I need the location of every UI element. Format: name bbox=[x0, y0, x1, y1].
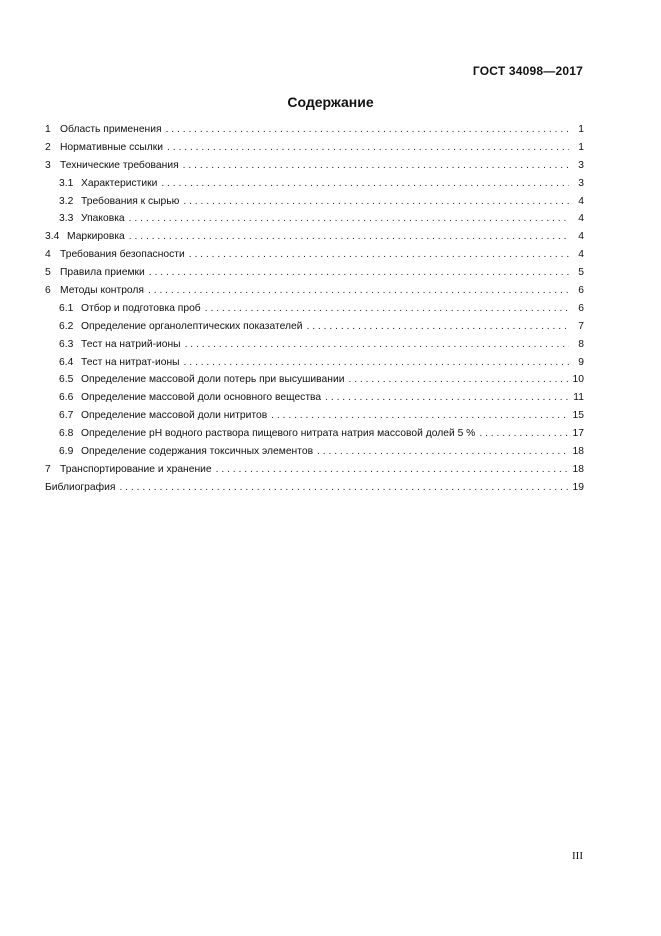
toc-entry-1[interactable] bbox=[45, 121, 584, 139]
toc-number: 6.3 bbox=[59, 338, 74, 350]
toc-number: 6.4 bbox=[59, 356, 74, 368]
toc-page-number: 1 bbox=[578, 141, 584, 153]
toc-title: Транспортирование и хранение bbox=[60, 463, 212, 475]
toc-number: 3.3 bbox=[59, 213, 74, 225]
toc-page-number: 11 bbox=[573, 392, 584, 404]
toc-number: 6.6 bbox=[59, 392, 74, 404]
dot-leader bbox=[148, 282, 569, 300]
page-title: Содержание bbox=[287, 94, 374, 110]
toc-entry-7[interactable] bbox=[45, 461, 584, 479]
page-number: III bbox=[572, 850, 583, 862]
toc-title: Тест на нитрат-ионы bbox=[81, 356, 180, 368]
toc-entry-3[interactable] bbox=[45, 157, 584, 175]
dot-leader bbox=[317, 443, 567, 461]
toc-page-number: 9 bbox=[578, 356, 584, 368]
toc-page-number: 18 bbox=[572, 463, 584, 475]
dot-leader bbox=[149, 264, 569, 282]
toc-title: Определение содержания токсичных элементов bbox=[81, 446, 314, 458]
dot-leader bbox=[185, 336, 569, 354]
toc-entry-6-1[interactable] bbox=[45, 300, 584, 318]
toc-title: Требования к сырью bbox=[81, 195, 180, 207]
dot-leader bbox=[183, 193, 569, 211]
dot-leader bbox=[161, 175, 569, 193]
dot-leader bbox=[129, 228, 569, 246]
toc-page-number: 18 bbox=[572, 446, 584, 458]
dot-leader bbox=[129, 210, 569, 228]
toc-page-number: 4 bbox=[578, 195, 584, 207]
toc-entry-6-8[interactable] bbox=[45, 425, 584, 443]
toc-title: Технические требования bbox=[60, 159, 179, 171]
dot-leader bbox=[479, 425, 567, 443]
dot-leader bbox=[325, 389, 568, 407]
toc-entry-6-2[interactable] bbox=[45, 318, 584, 336]
dot-leader bbox=[166, 121, 569, 139]
toc-title: Характеристики bbox=[81, 177, 158, 189]
toc-page-number: 17 bbox=[572, 428, 584, 440]
toc-number: 3 bbox=[45, 159, 51, 171]
dot-leader bbox=[271, 407, 567, 425]
toc-page-number: 4 bbox=[578, 213, 584, 225]
document-code: ГОСТ 34098—2017 bbox=[472, 64, 583, 78]
toc-number: 3.2 bbox=[59, 195, 74, 207]
toc-entry-6-7[interactable] bbox=[45, 407, 584, 425]
toc-page-number: 3 bbox=[578, 177, 584, 189]
dot-leader bbox=[183, 157, 569, 175]
toc-page-number: 6 bbox=[578, 285, 584, 297]
toc-title: Тест на натрий-ионы bbox=[81, 338, 181, 350]
toc-entry-6-6[interactable] bbox=[45, 389, 584, 407]
dot-leader bbox=[306, 318, 569, 336]
toc-page-number: 10 bbox=[572, 374, 584, 386]
toc-title: Упаковка bbox=[81, 213, 125, 225]
toc-title: Область применения bbox=[60, 124, 162, 135]
toc-title: Библиография bbox=[45, 481, 116, 493]
dot-leader bbox=[205, 300, 569, 318]
toc-title: Определение массовой доли потерь при высушивании bbox=[81, 374, 345, 386]
toc-number: 1 bbox=[45, 124, 51, 135]
dot-leader bbox=[167, 139, 569, 157]
toc-number: 5 bbox=[45, 267, 51, 279]
toc-page-number: 1 bbox=[578, 124, 584, 135]
toc-number: 6.2 bbox=[59, 320, 74, 332]
toc-entry-3-2[interactable] bbox=[45, 193, 584, 211]
toc-number: 4 bbox=[45, 249, 51, 261]
dot-leader bbox=[184, 354, 569, 372]
toc-entry-6-9[interactable] bbox=[45, 443, 584, 461]
toc-entry-6-3[interactable] bbox=[45, 336, 584, 354]
toc-page-number: 7 bbox=[578, 320, 584, 332]
toc-title: Методы контроля bbox=[60, 285, 145, 297]
toc-entry-2[interactable] bbox=[45, 139, 584, 157]
toc-number: 3.4 bbox=[45, 231, 60, 243]
toc-page-number: 15 bbox=[572, 410, 584, 422]
dot-leader bbox=[119, 479, 567, 497]
toc-page-number: 3 bbox=[578, 159, 584, 171]
toc-title: Требования безопасности bbox=[60, 249, 185, 261]
toc-page-number: 19 bbox=[572, 481, 584, 493]
toc-number: 2 bbox=[45, 141, 51, 153]
dot-leader bbox=[189, 246, 569, 264]
toc-entry-3-1[interactable] bbox=[45, 175, 584, 193]
toc-title: Определение массовой доли нитритов bbox=[81, 410, 268, 422]
toc-page-number: 4 bbox=[578, 249, 584, 261]
toc-number: 6.1 bbox=[59, 302, 74, 314]
toc-title: Отбор и подготовка проб bbox=[81, 302, 201, 314]
toc-number: 6 bbox=[45, 285, 51, 297]
toc-number: 6.5 bbox=[59, 374, 74, 386]
toc-page-number: 8 bbox=[578, 338, 584, 350]
toc-entry-bibliography[interactable] bbox=[45, 479, 584, 497]
toc-title: Нормативные ссылки bbox=[60, 141, 164, 153]
toc-number: 6.9 bbox=[59, 446, 74, 458]
toc-entry-6[interactable] bbox=[45, 282, 584, 300]
dot-leader bbox=[216, 461, 568, 479]
toc-number: 3.1 bbox=[59, 177, 74, 189]
toc-page-number: 6 bbox=[578, 302, 584, 314]
toc-entry-5[interactable] bbox=[45, 264, 584, 282]
toc-number: 6.7 bbox=[59, 410, 74, 422]
toc-entry-4[interactable] bbox=[45, 246, 584, 264]
toc-title: Определение pH водного раствора пищевого нитрата натрия массовой долей 5 % bbox=[81, 428, 476, 440]
toc-entry-3-4[interactable] bbox=[45, 228, 584, 246]
toc-title: Определение массовой доли основного вещества bbox=[81, 392, 322, 404]
toc-title: Маркировка bbox=[67, 231, 125, 243]
toc-entry-6-5[interactable] bbox=[45, 371, 584, 389]
toc-number: 6.8 bbox=[59, 428, 74, 440]
toc-title: Определение органолептических показателей bbox=[81, 320, 303, 332]
toc-entry-6-4[interactable] bbox=[45, 354, 584, 372]
toc-number: 7 bbox=[45, 463, 51, 475]
table-of-contents bbox=[45, 121, 584, 497]
toc-entry-3-3[interactable] bbox=[45, 210, 584, 228]
dot-leader bbox=[348, 371, 567, 389]
toc-title: Правила приемки bbox=[60, 267, 145, 279]
toc-page-number: 4 bbox=[578, 231, 584, 243]
toc-page-number: 5 bbox=[578, 267, 584, 279]
